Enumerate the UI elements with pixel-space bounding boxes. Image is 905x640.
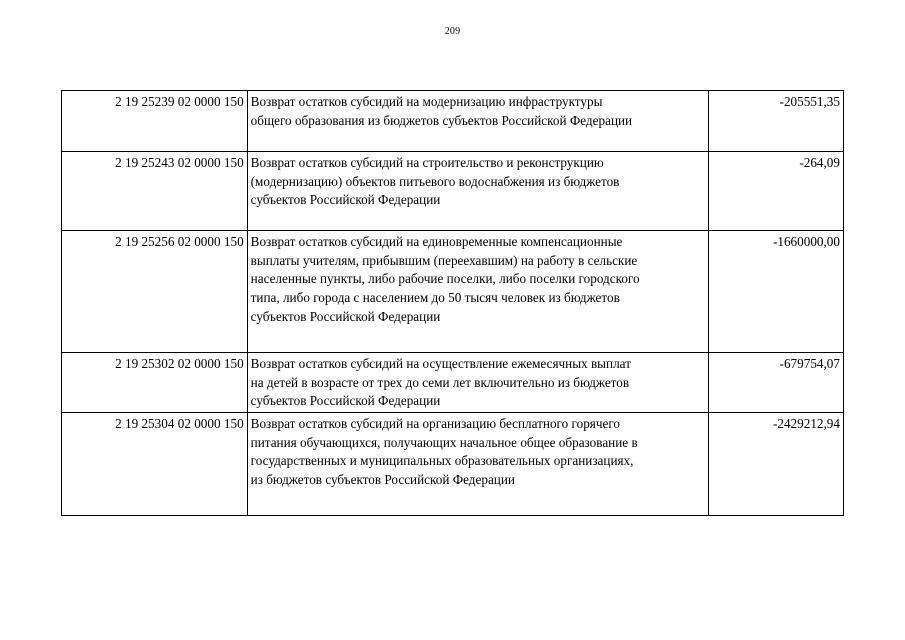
description-line: субъектов Российской Федерации — [250, 393, 441, 409]
description-cell — [247, 231, 708, 353]
amount-cell: -264,09 — [708, 152, 843, 231]
budget-code-cell: 2 19 25243 02 0000 150 — [62, 152, 248, 231]
amount-cell: -1660000,00 — [708, 231, 843, 353]
budget-code-cell: 2 19 25304 02 0000 150 — [62, 413, 248, 516]
budget-code-cell: 2 19 25302 02 0000 150 — [62, 353, 248, 413]
description-line: выплаты учителям, прибывшим (переехавшим) на работу в сельские — [250, 252, 638, 268]
description-line: Возврат остатков субсидий на модернизацию инфраструктуры — [250, 94, 603, 109]
table-row — [62, 413, 844, 516]
description-line: на детей в возрасте от трех до семи лет включительно из бюджетов — [250, 374, 630, 390]
description-cell — [247, 353, 708, 413]
amount-cell: -2429212,94 — [708, 413, 843, 516]
table-row — [62, 91, 844, 152]
budget-return-table — [61, 90, 844, 516]
description-line: Возврат остатков субсидий на строительство и реконструкцию — [250, 155, 604, 170]
description-line: субъектов Российской Федерации — [250, 192, 441, 208]
description-line: государственных и муниципальных образовательных организациях, — [250, 453, 634, 469]
description-cell — [247, 91, 708, 152]
description-cell — [247, 152, 708, 231]
page-number: 209 — [444, 26, 461, 37]
description-line: Возврат остатков субсидий на осуществление ежемесячных выплат — [250, 356, 631, 371]
description-line: питания обучающихся, получающих начальное общее образование в — [250, 434, 638, 450]
description-line: населенные пункты, либо рабочие поселки, либо поселки городского — [250, 271, 640, 287]
description-line: типа, либо города с населением до 50 тысяч человек из бюджетов — [250, 290, 620, 306]
description-line: общего образования из бюджетов субъектов Российской Федерации — [250, 112, 633, 128]
description-line: субъектов Российской Федерации — [250, 308, 441, 324]
description-cell — [247, 413, 708, 516]
description-line: Возврат остатков субсидий на единовременные компенсационные — [250, 234, 623, 249]
amount-cell: -205551,35 — [708, 91, 843, 152]
table-row — [62, 231, 844, 353]
description-line: (модернизацию) объектов питьевого водоснабжения из бюджетов — [250, 173, 620, 189]
description-line: из бюджетов субъектов Российской Федерации — [250, 472, 515, 488]
table-row — [62, 353, 844, 413]
table-row — [62, 152, 844, 231]
budget-code-cell: 2 19 25256 02 0000 150 — [62, 231, 248, 353]
budget-code-cell: 2 19 25239 02 0000 150 — [62, 91, 248, 152]
amount-cell: -679754,07 — [708, 353, 843, 413]
description-line: Возврат остатков субсидий на организацию бесплатного горячего — [250, 416, 621, 431]
